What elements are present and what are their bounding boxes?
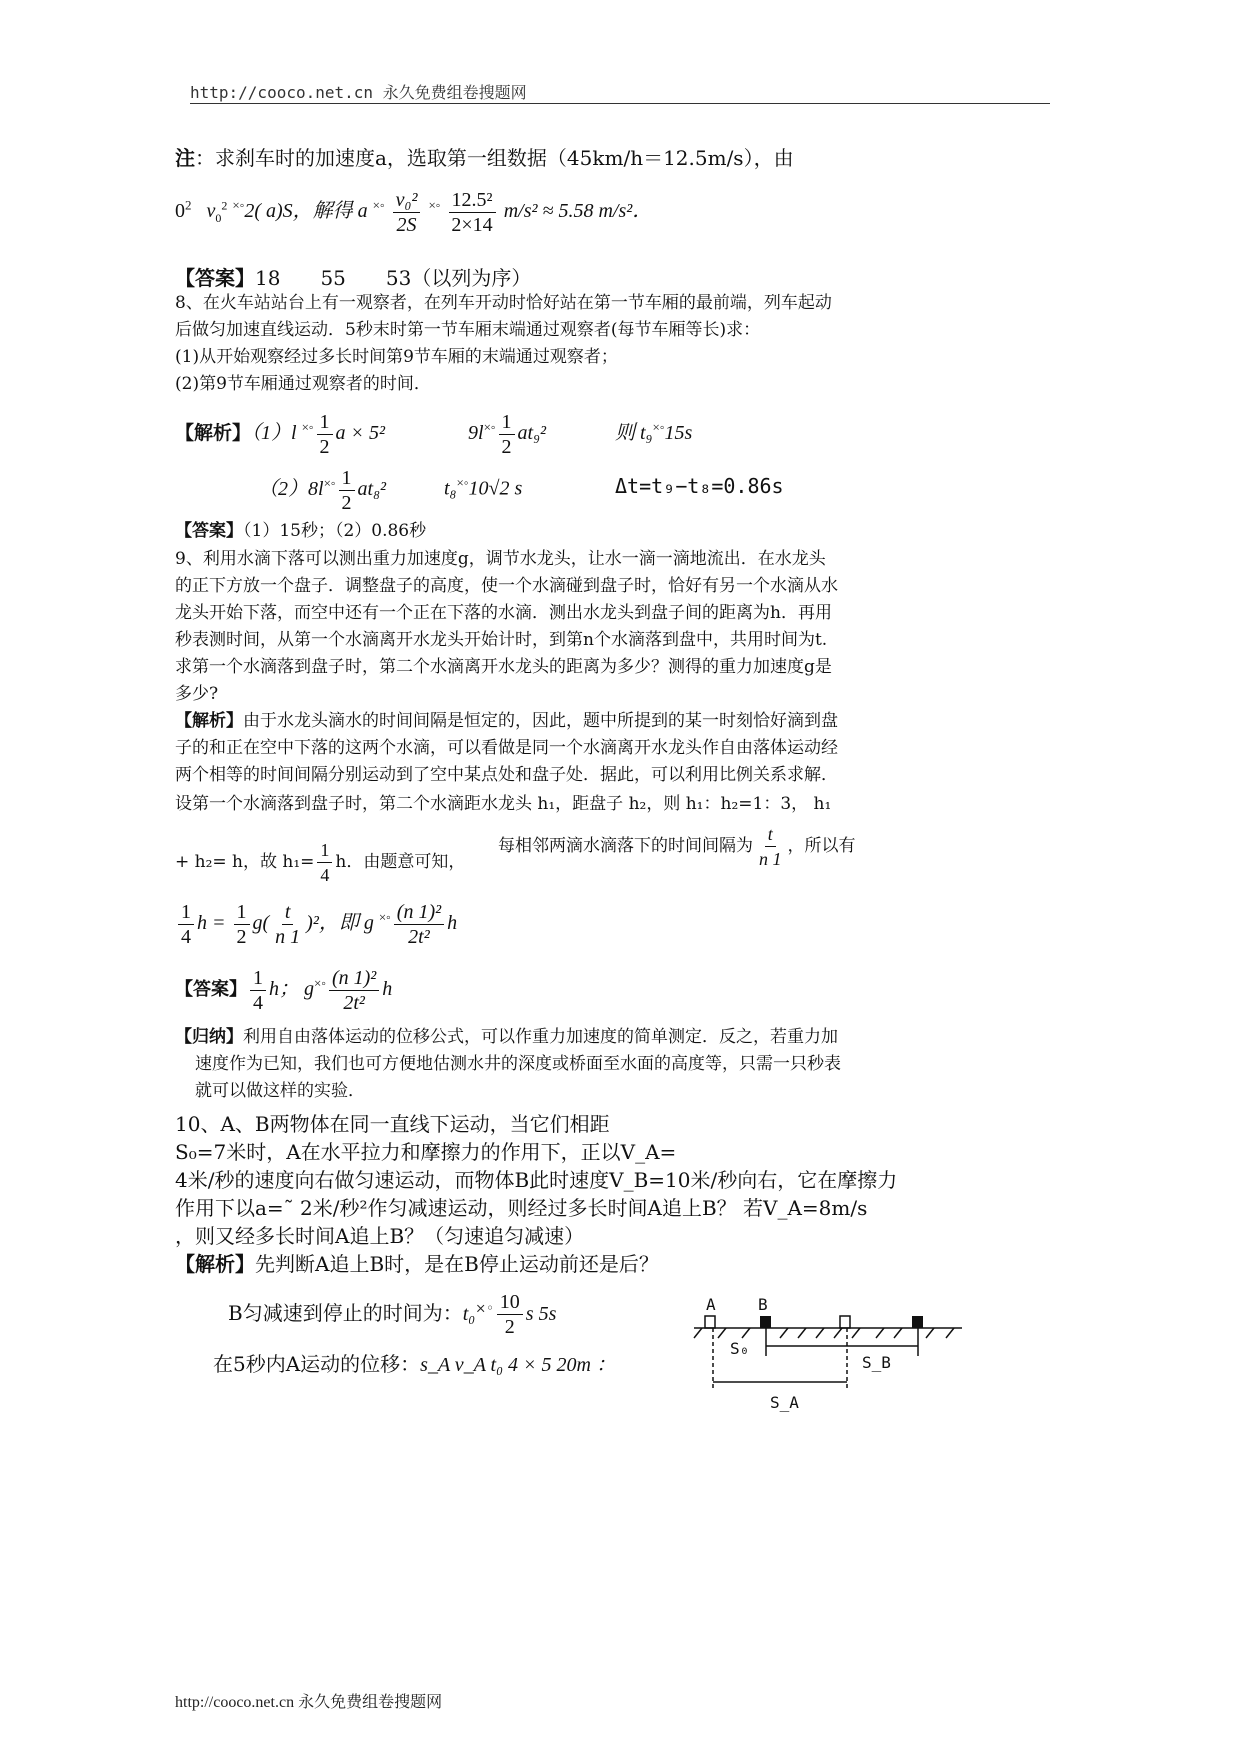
note-line-1 [175, 142, 794, 171]
q9-line-2: 的正下方放一个盘子．调整盘子的高度，使一个水滴碰到盘子时，恰好有另一个水滴从水 [175, 576, 838, 596]
q10-line-3: 4米/秒的速度向右做匀速运动，而物体B此时速度V_B=10米/秒向右，它在摩擦力 [175, 1168, 898, 1192]
q8-analysis-1c: 则 t₉×◦15s [615, 419, 693, 444]
q9-line-4: 秒表测时间，从第一个水滴离开水龙头开始计时，到第n个水滴落到盘中，共用时间为t. [175, 630, 828, 650]
answer-text: 18 55 53（以列为序） [255, 266, 532, 290]
answer-7 [175, 262, 531, 291]
q10-line-5: ，则又经多长时间A追上B？（匀速追匀减速） [175, 1224, 585, 1248]
q9-answer: 【答案】 $\frac{1}{4}$ h； g×◦ $\frac{\text{(n 1)²}}{\text{2t²}}$ h [175, 967, 393, 1014]
page-footer: http://cooco.net.cn 永久免费组卷搜题网 [175, 1694, 443, 1711]
block-b [760, 1316, 771, 1328]
block-a [705, 1316, 715, 1328]
q9-interval: 每相邻两滴水滴落下的时间间隔为 $\frac{t}{n 1}$ ，所以有 [498, 824, 856, 869]
q9-summary-line-3: 就可以做这样的实验． [195, 1081, 365, 1101]
motion-diagram [690, 1290, 970, 1415]
header-rule [190, 103, 1050, 104]
q9-summary-line-2: 速度作为已知，我们也可方便地估测水井的深度或桥面至水面的高度等，只需一只秒表 [195, 1054, 841, 1074]
q8-answer: 【答案】（1）15秒；（2）0.86秒 [175, 521, 427, 541]
q8-analysis-1: 【解析】（1）l ×◦ $\frac{1}{2}$ a × 5² [175, 411, 386, 458]
q8-delta-t: Δt=t₉−t₈=0.86s [615, 474, 784, 498]
q8-analysis-label: 【解析】 [175, 422, 252, 445]
label-a: A [706, 1295, 716, 1314]
block-b-end [912, 1316, 923, 1328]
q8-line-2: 后做匀加速直线运动．5秒末时第一节车厢末端通过观察者(每节车厢等长)求： [175, 320, 761, 340]
q8-analysis-1b: 9l×◦ $\frac{1}{2}$ at₉² [468, 411, 547, 458]
q10-stop-time: B匀减速到停止的时间为：t₀×◦ $\frac{10}{2}$ s 5s [228, 1291, 557, 1338]
page-header: http://cooco.net.cn 永久免费组卷搜题网 [190, 83, 527, 102]
q10-analysis: 【解析】先判断A追上B时，是在B停止运动前还是后？ [175, 1252, 659, 1276]
block-a-end [840, 1316, 850, 1328]
q10-line-4: 作用下以a=˜ 2米/秒²作匀减速运动，则经过多长时间A追上B？ 若V_A=8m/s [175, 1196, 868, 1220]
q9-summary-line-1: 【归纳】利用自由落体运动的位移公式，可以作重力加速度的简单测定．反之，若重力加 [175, 1027, 838, 1047]
q9-h-line: 设第一个水滴落到盘子时，第二个水滴距水龙头 h₁，距盘子 h₂，则 h₁：h₂=1：3， h₁ [175, 794, 832, 814]
q9-analysis-line-3: 两个相等的时间间隔分别运动到了空中某点处和盘子处．据此，可以利用比例关系求解． [175, 765, 838, 785]
label-s0: S₀ [730, 1339, 750, 1358]
q9-line-5: 求第一个水滴落到盘子时，第二个水滴离开水龙头的距离为多少？测得的重力加速度g是 [175, 657, 832, 677]
label-sa: S_A [770, 1393, 799, 1412]
q9-line-3: 龙头开始下落，而空中还有一个正在下落的水滴．测出水龙头到盘子间的距离为h．再用 [175, 603, 832, 623]
label-sb: S_B [862, 1353, 891, 1372]
fraction-v0-2s: $\frac{\text{v₀²}}{2S}$ [393, 188, 421, 237]
note-label: 注 [175, 146, 195, 170]
q9-h-line-2: + h₂= h，故 h₁= $\frac{1}{4}$ h．由题意可知， [175, 840, 466, 885]
q8-line-1: 8、在火车站站台上有一观察者，在列车开动时恰好站在第一节车厢的最前端，列车起动 [175, 293, 832, 313]
q9-line-6: 多少? [175, 684, 219, 704]
eq-v0: v [206, 200, 216, 223]
q8-analysis-2b: t₈×◦10√2 s [444, 475, 523, 500]
q9-equation: $\frac{1}{4}$ h = $\frac{1}{2}$ g( $\frac{t}{n 1}$ )²，即 g ×◦ $\frac{\text{(n 1)²}}{\text{2t²}}$ h [175, 900, 457, 949]
q10-line-1: 10、A、B两物体在同一直线下运动，当它们相距 [175, 1112, 610, 1136]
q10-displacement: 在5秒内A运动的位移：s_A v_A t₀ 4 × 5 20m ： [213, 1352, 616, 1376]
q8-analysis-2: （2）8l×◦ $\frac{1}{2}$ at₈² [258, 467, 387, 514]
label-b: B [758, 1295, 768, 1314]
q9-analysis-line-1: 【解析】由于水龙头滴水的时间间隔是恒定的，因此，题中所提到的某一时刻恰好滴到盘 [175, 711, 838, 731]
q9-analysis-line-2: 子的和正在空中下落的这两个水滴，可以看做是同一个水滴离开水龙头作自由落体运动经 [175, 738, 838, 758]
q8-line-3: (1)从开始观察经过多长时间第9节车厢的末端通过观察者； [175, 347, 618, 367]
note-equation: $0^2$ $v_0^2$ ×◦2( a)S，解得 a ×◦ $\frac{\text{v₀²}}{2S}$ ×◦ $\frac{\text{12.5²}}{2\times 14}$ m/s² ≈ 5.58 m/s²． [175, 189, 653, 236]
q8-line-4: (2)第9节车厢通过观察者的时间． [175, 374, 431, 394]
note-text: ：求刹车时的加速度a，选取第一组数据（45km/h＝12.5m/s），由 [195, 146, 794, 170]
q10-line-2: S₀=7米时，A在水平拉力和摩擦力的作用下，正以V_A= [175, 1140, 677, 1164]
ground-hatches [694, 1328, 954, 1338]
fraction-12-5: $\frac{\text{12.5²}}{2\times 14}$ [448, 188, 495, 237]
q9-line-1: 9、利用水滴下落可以测出重力加速度g，调节水龙头，让水一滴一滴地流出．在水龙头 [175, 549, 826, 569]
eq-tail: m/s² ≈ 5.58 m/s²． [503, 200, 653, 223]
eq-zero: 0 [175, 200, 185, 223]
answer-label: 【答案】 [175, 266, 255, 290]
eq-mid: 2( a)S，解得 a [244, 200, 368, 223]
